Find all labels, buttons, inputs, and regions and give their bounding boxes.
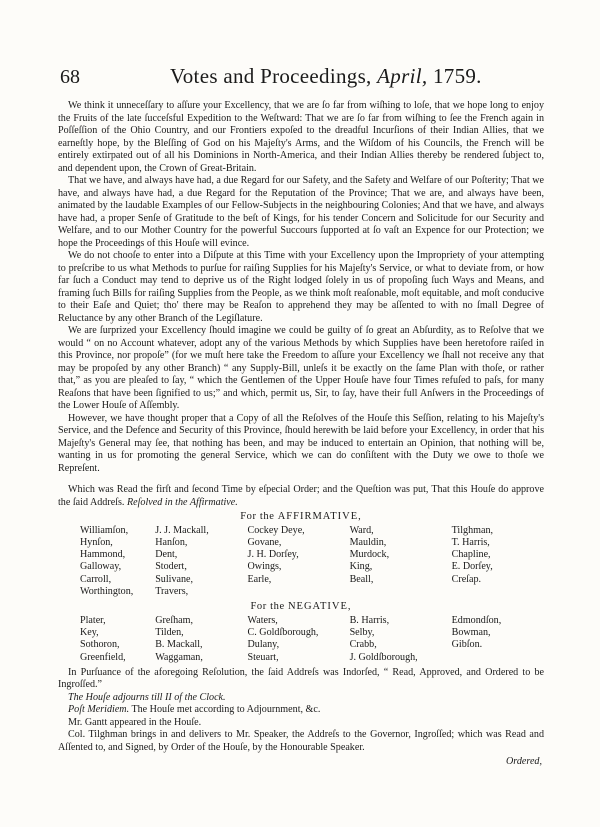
running-header	[60, 52, 540, 86]
affirmative-member-name: Govane,	[247, 536, 282, 548]
negative-member-name: Dulany,	[247, 639, 280, 651]
read-line	[58, 484, 544, 509]
affirmative-member-name: Beall,	[349, 573, 374, 585]
affirmative-vote-table	[58, 525, 544, 599]
negative-heading	[58, 601, 544, 614]
negative-vote-table	[58, 615, 544, 664]
pursuance-paragraph: In Purſuance of the aforegoing Reſolution, the ſaid Addreſs was Indorſed, “ Read, Approved, and Ordered to be Ingroſſed.”	[58, 666, 544, 691]
post-meridiem-text: The Houſe met according to Adjournment, &c.	[131, 704, 321, 716]
resolved-text: Reſolved in the Affirmative.	[126, 496, 238, 508]
tilghman-paragraph	[58, 729, 544, 754]
affirmative-member-name: Hynſon,	[80, 536, 113, 548]
affirmative-member-name: Tilghman,	[451, 524, 494, 536]
negative-member-name: Crabb,	[349, 639, 377, 651]
negative-member-name: Waggaman,	[155, 651, 203, 663]
negative-member-name: Sothoron,	[80, 639, 120, 651]
post-meridiem-line	[58, 704, 544, 717]
affirmative-heading-pre: For the	[240, 511, 275, 522]
affirmative-row	[58, 537, 544, 549]
negative-member-name: Greſham,	[155, 614, 194, 626]
page-body	[58, 100, 544, 769]
catchword: Ordered,	[506, 756, 542, 768]
read-line-text: Which was Read the firſt and ſecond Time by eſpecial Order; and the Queſtion was put, That this Houſe do approve the ſaid Addreſs.	[58, 484, 544, 508]
affirmative-member-name: Creſap.	[451, 573, 482, 585]
affirmative-row	[58, 561, 544, 573]
negative-member-name: Greenfield,	[80, 651, 126, 663]
affirmative-member-name: Mauldin,	[349, 536, 387, 548]
affirmative-member-name: Murdock,	[349, 549, 390, 561]
negative-member-name: Key,	[80, 627, 99, 639]
negative-row	[58, 652, 544, 664]
running-title-main: Votes and Proceedings,	[170, 64, 372, 88]
affirmative-row	[58, 574, 544, 586]
paragraph: That we have, and always have had, a due Regard for our Safety, and the Safety and Welfare of our Poſterity; That we have, and always have had, a due Regard for the Reputation of the Province; That we are, and always have been, animated by the laudable Examples of our Fellow-Subjects in the neighbouring Colonies; And that we have, and always have had, a proper Senſe of Gratitude to the beſt of Kings, for his tender Concern and Solicitude for our Security and Welfare, and to our Mother Country for the powerful Succours ſupported at ſo vaſt an Expence for our Protection; we hope the Proceedings of this Houſe will evince.	[58, 175, 544, 249]
running-title-month: April,	[377, 64, 428, 88]
affirmative-member-name: T. Harris,	[451, 536, 490, 548]
affirmative-member-name: J. J. Mackall,	[155, 524, 209, 536]
proceedings-tail	[58, 667, 544, 769]
negative-row	[58, 639, 544, 651]
affirmative-member-name: Carroll,	[80, 573, 112, 585]
affirmative-member-name: Owings,	[247, 561, 282, 573]
affirmative-member-name: Earle,	[247, 573, 272, 585]
affirmative-member-name	[248, 586, 350, 598]
running-title	[170, 64, 482, 89]
affirmative-member-name: E. Dorſey,	[451, 561, 493, 573]
affirmative-member-name: Hammond,	[80, 549, 126, 561]
negative-member-name: Gibſon.	[451, 639, 483, 651]
affirmative-member-name: Williamſon,	[80, 524, 129, 536]
tilghman-label: Col. Tilghman	[68, 729, 128, 741]
affirmative-heading	[58, 511, 544, 524]
negative-heading-word: NEGATIVE,	[287, 601, 352, 613]
affirmative-member-name: Stodert,	[155, 561, 187, 573]
negative-member-name: Steuart,	[247, 651, 279, 663]
affirmative-heading-word: AFFIRMATIVE,	[277, 511, 362, 522]
paragraph: We think it unneceſſary to aſſure your Excellency, that we are ſo far from wiſhing to loſe, that we hope long to enjoy the Fruits of the late ſucceſsful Expedition to the Weſtward: That we are ſo far from wiſhing to ſee the French again in Poſſeſſion of the Ohio Country, and our Frontiers expoſed to the dreadful Incurſions of their Indian Allies, that we earneſtly hope, by the Bleſſing of God on his Majeſty's Arms, and the Wiſdom of his Councils, the French will be entirely extirpated out of all his Dominions in North-America, and their Indian Allies thereby be rendered ſubject to, and dependent upon, the Crown of Great-Britain.	[58, 100, 544, 174]
post-meridiem-label: Poſt Meridiem.	[68, 704, 130, 716]
gantt-line: Mr. Gantt appeared in the Houſe.	[68, 716, 202, 728]
tilghman-text: brings in and delivers to Mr. Speaker, the Addreſs to the Governor, Ingroſſed; which was Read and Aſſented to, and Signed, by Order of the Houſe, by the Honourable Speaker.	[58, 729, 545, 753]
negative-heading-pre: For the	[250, 601, 285, 613]
affirmative-member-name: King,	[349, 561, 373, 573]
negative-member-name: Waters,	[247, 614, 278, 626]
adjourns-line	[58, 692, 544, 705]
negative-member-name: B. Harris,	[349, 614, 390, 626]
negative-member-name: B. Mackall,	[155, 639, 203, 651]
negative-member-name: Tilden,	[155, 627, 184, 639]
affirmative-member-name	[452, 586, 544, 598]
negative-member-name: Bowman,	[451, 627, 491, 639]
page-number: 68	[60, 66, 80, 88]
paragraph: We do not chooſe to enter into a Diſpute at this Time with your Excellency upon the Impropriety of your attempting to preſcribe to us what Methods to purſue for raiſing Supplies for his Majeſty's Service, or what to deviate from, or how far ſuch a Conduct may tend to deprive us of the Right lodged ſolely in us of propoſing ſuch Ways and Means, and framing ſuch Bills for raiſing Supplies from the People, as we think moſt reaſonable, moſt equitable, and moſt conducive to their Eaſe and Quiet; tho' there may be Reaſon to apprehend they may be aſſented to with no ſmall Degree of Reluctance by any other Branch of the Legiſlature.	[58, 250, 544, 324]
affirmative-member-name: Worthington,	[80, 585, 134, 597]
negative-member-name: J. Goldſborough,	[349, 651, 418, 663]
affirmative-member-name: Cockey Deye,	[247, 524, 305, 536]
affirmative-member-name: Chapline,	[451, 549, 491, 561]
affirmative-member-name: Ward,	[349, 524, 374, 536]
running-title-year: 1759.	[432, 64, 482, 88]
negative-row	[58, 615, 544, 627]
negative-member-name: Edmondſon,	[451, 614, 502, 626]
affirmative-row	[58, 549, 544, 561]
paragraph: However, we have thought proper that a Copy of all the Reſolves of the Houſe this Seſſion, relating to his Majeſty's Service, and the Defence and Security of this Province, ſhould herewith be laid before your Excellency, in order that his Majeſty's General may ſee, that nothing has been, and may be induced to entertain an Opinion, that nothing will be, wanting in us for promoting the general Service, which we can do conſiſtent with the Duty we owe to thoſe we Repreſent.	[58, 412, 544, 474]
affirmative-member-name: Hanſon,	[155, 536, 188, 548]
negative-member-name: C. Goldſborough,	[247, 627, 319, 639]
affirmative-member-name: Sulivane,	[155, 573, 194, 585]
affirmative-member-name	[350, 586, 452, 598]
adjourns-text: The Houſe adjourns till II of the Clock.	[68, 691, 226, 703]
negative-member-name	[452, 652, 544, 664]
affirmative-member-name: Galloway,	[80, 561, 122, 573]
affirmative-member-name: J. H. Dorſey,	[247, 549, 299, 561]
negative-row	[58, 627, 544, 639]
affirmative-row	[58, 525, 544, 537]
affirmative-member-name: Travers,	[155, 585, 189, 597]
negative-member-name: Selby,	[349, 627, 375, 639]
affirmative-member-name: Dent,	[155, 549, 178, 561]
affirmative-row	[58, 586, 544, 598]
negative-member-name: Plater,	[80, 614, 106, 626]
paragraph: We are ſurprized your Excellency ſhould imagine we could be guilty of ſo great an Abſurdity, as to Reſolve that we would “ on no Account whatever, adopt any of the various Methods by which Supplies have been heretofore raiſed in this Province, nor propoſe” (for we muſt here take the Freedom to aſſure your Excellency we ſhall not receive any that may be propoſed by any other Branch) “ any Supply-Bill, unleſs it be exactly on the ſame Plan with thoſe, or rather that,” as you are pleaſed to ſay, “ which the Gentlemen of the Upper Houſe have four Times refuſed to paſs, for many Reaſons that have been ſignified to us;” and which, permit us, Sir, to ſay, have their full Anſwers in the Proceedings of the Lower Houſe of Aſſembly.	[58, 325, 544, 411]
